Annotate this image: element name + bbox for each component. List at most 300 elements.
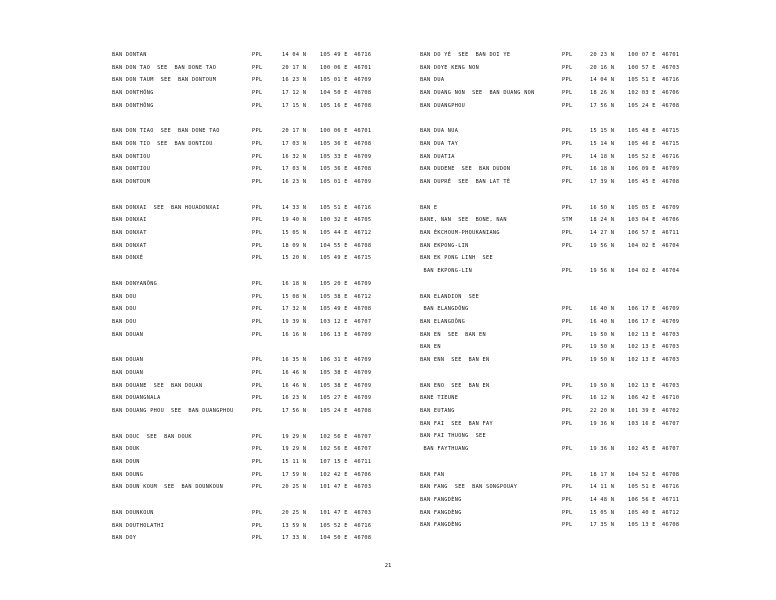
entry-name: BAN DOYE KENG NON (420, 64, 480, 71)
entry-lat: 17 33 N (282, 535, 307, 542)
entry-name: BANE, NAN SEE BONE, NAN (420, 217, 507, 224)
entry-lat: 20 17 N (282, 128, 307, 135)
entry-name: BAN EK PONG LINH SEE (420, 255, 493, 262)
entry-name: BAN DOUANG PHOU SEE BAN DUANGPHOU (112, 408, 234, 415)
entry-cls: PPL (252, 535, 263, 542)
entry-name: BAN ÉKCHOUM-PHOUKANIANG (420, 230, 500, 237)
entry-code: 46716 (662, 153, 680, 160)
entry-lon: 105 20 E (320, 280, 348, 287)
entry-name: BAN DUATIA (420, 153, 455, 160)
entry-code: 46716 (662, 77, 680, 84)
entry-lat: 19 39 N (282, 319, 307, 326)
entry-lat: 17 59 N (282, 471, 307, 478)
entry-cls: PPL (252, 255, 263, 262)
entry-cls: PPL (562, 102, 573, 109)
entry-code: 46703 (662, 357, 680, 364)
entry-code: 46709 (354, 357, 372, 364)
entry-cls: PPL (562, 179, 573, 186)
entry-cls: PPL (252, 395, 263, 402)
entry-lat: 19 40 N (282, 217, 307, 224)
entry-cls: PPL (252, 280, 263, 287)
entry-code: 46707 (662, 446, 680, 453)
entry-lon: 106 56 E (628, 497, 656, 504)
entry-name: BAN DONYANÔNG (112, 280, 158, 287)
entry-cls: PPL (562, 128, 573, 135)
entry-code: 46712 (662, 509, 680, 516)
entry-lon: 102 13 E (628, 344, 656, 351)
entry-name: BAN DONTIOU (112, 166, 151, 173)
entry-name: BAN FANGDÈNG (420, 497, 462, 504)
entry-lat: 19 50 N (590, 344, 615, 351)
entry-lon: 102 03 E (628, 90, 656, 97)
entry-code: 46709 (354, 179, 372, 186)
entry-cls: PPL (252, 90, 263, 97)
entry-lon: 105 52 E (320, 522, 348, 529)
entry-lon: 103 16 E (628, 420, 656, 427)
entry-name: BAN FAN (420, 471, 445, 478)
entry-name: BAN DUDENE SEE BAN DUDON (420, 166, 511, 173)
entry-cls: PPL (252, 408, 263, 415)
entry-lon: 106 31 E (320, 357, 348, 364)
entry-lon: 104 02 E (628, 242, 656, 249)
entry-lon: 105 49 E (320, 306, 348, 313)
entry-lat: 19 56 N (590, 242, 615, 249)
entry-lat: 17 15 N (282, 102, 307, 109)
entry-cls: PPL (562, 522, 573, 529)
entry-code: 46706 (662, 90, 680, 97)
entry-cls: PPL (252, 522, 263, 529)
entry-lon: 105 48 E (628, 128, 656, 135)
entry-cls: PPL (252, 179, 263, 186)
entry-cls: PPL (562, 446, 573, 453)
entry-lon: 105 05 E (628, 204, 656, 211)
entry-lon: 105 40 E (628, 509, 656, 516)
entry-lon: 106 17 E (628, 306, 656, 313)
entry-lat: 15 08 N (282, 293, 307, 300)
entry-lat: 19 36 N (590, 446, 615, 453)
entry-code: 46701 (354, 64, 372, 71)
entry-name: BAN FANG SEE BAN SONGPOUAY (420, 484, 518, 491)
entry-lat: 17 35 N (590, 522, 615, 529)
entry-code: 46708 (354, 535, 372, 542)
entry-lat: 16 23 N (282, 395, 307, 402)
entry-lon: 100 06 E (320, 128, 348, 135)
entry-code: 46707 (354, 446, 372, 453)
entry-lon: 105 46 E (628, 141, 656, 148)
entry-code: 46703 (662, 64, 680, 71)
entry-lat: 14 33 N (282, 204, 307, 211)
entry-cls: PPL (252, 509, 263, 516)
entry-code: 46703 (662, 344, 680, 351)
entry-cls: PPL (252, 471, 263, 478)
entry-name: BAN FANGDÈNG (420, 509, 462, 516)
entry-cls: PPL (252, 52, 263, 58)
entry-code: 46701 (354, 128, 372, 135)
entry-cls: PPL (252, 204, 263, 211)
entry-name: BAN DUPRÉ SEE BAN LAT TÉ (420, 179, 511, 186)
entry-name: BAN DON TAUM SEE BAN DONTOUM (112, 77, 217, 84)
entry-name: BAN DON TAO SEE BAN DONE TAO (112, 64, 217, 71)
entry-lon: 105 01 E (320, 179, 348, 186)
entry-cls: PPL (562, 331, 573, 338)
entry-lon: 102 42 E (320, 471, 348, 478)
entry-lat: 16 12 N (590, 395, 615, 402)
entry-lon: 105 51 E (628, 484, 656, 491)
entry-lat: 17 56 N (590, 102, 615, 109)
entry-lon: 103 04 E (628, 217, 656, 224)
entry-code: 46707 (354, 433, 372, 440)
entry-lon: 100 57 E (628, 64, 656, 71)
entry-name: BAN ENN SEE BAN EN (420, 357, 490, 364)
entry-cls: PPL (252, 357, 263, 364)
entry-code: 46708 (662, 471, 680, 478)
entry-code: 46708 (354, 90, 372, 97)
entry-name: BAN FAI THUONG SEE (420, 433, 486, 440)
entry-lat: 14 04 N (282, 52, 307, 58)
entry-code: 46707 (662, 420, 680, 427)
entry-lon: 100 06 E (320, 64, 348, 71)
entry-name: BAN DOUN KOUM SEE BAN DOUNKOUN (112, 484, 224, 491)
entry-cls: PPL (252, 153, 263, 160)
entry-lon: 101 47 E (320, 509, 348, 516)
entry-name: BAN DO YÉ SEE BAN DOI YE (420, 52, 511, 58)
entry-lat: 20 25 N (282, 484, 307, 491)
entry-code: 46708 (662, 179, 680, 186)
entry-code: 46708 (354, 408, 372, 415)
entry-code: 46709 (354, 331, 372, 338)
entry-code: 46703 (354, 509, 372, 516)
entry-cls: PPL (252, 102, 263, 109)
entry-cls: PPL (562, 64, 573, 71)
entry-cls: PPL (252, 242, 263, 249)
entry-code: 46710 (662, 395, 680, 402)
entry-lat: 16 50 N (590, 204, 615, 211)
entry-name: BANE TIEUNE (420, 395, 459, 402)
entry-cls: PPL (252, 446, 263, 453)
entry-code: 46708 (662, 522, 680, 529)
entry-cls: PPL (252, 141, 263, 148)
entry-lat: 15 05 N (590, 509, 615, 516)
entry-lat: 22 20 N (590, 408, 615, 415)
entry-name: BAN DOUANGNALA (112, 395, 161, 402)
entry-code: 46709 (662, 306, 680, 313)
entry-lat: 17 03 N (282, 166, 307, 173)
entry-code: 46709 (354, 370, 372, 376)
entry-cls: PPL (252, 293, 263, 300)
entry-name: BAN DUA NUA (420, 128, 459, 135)
entry-lon: 105 51 E (320, 204, 348, 211)
entry-name: BAN FAI SEE BAN FAY (420, 420, 493, 427)
entry-cls: PPL (252, 382, 263, 389)
entry-lat: 19 50 N (590, 382, 615, 389)
entry-name: BAN DONXAI (112, 217, 147, 224)
entry-code: 46704 (662, 242, 680, 249)
entry-lon: 105 27 E (320, 395, 348, 402)
entry-lat: 19 29 N (282, 433, 307, 440)
entry-code: 46709 (354, 153, 372, 160)
entry-name: BAN DOU (112, 306, 137, 313)
entry-code: 46711 (662, 230, 680, 237)
entry-lat: 17 03 N (282, 141, 307, 148)
entry-lon: 106 42 E (628, 395, 656, 402)
entry-name: BAN DONTHÔNG (112, 102, 154, 109)
entry-lon: 105 16 E (320, 102, 348, 109)
entry-lon: 104 02 E (628, 268, 656, 275)
entry-cls: PPL (562, 319, 573, 326)
entry-lat: 15 15 N (590, 128, 615, 135)
entry-code: 46702 (662, 408, 680, 415)
entry-code: 46708 (662, 102, 680, 109)
entry-name: BAN DONXAT (112, 242, 147, 249)
entry-code: 46709 (354, 382, 372, 389)
entry-lon: 102 56 E (320, 446, 348, 453)
entry-lat: 19 50 N (590, 357, 615, 364)
entry-cls: PPL (562, 484, 573, 491)
entry-code: 46716 (354, 204, 372, 211)
entry-lon: 101 47 E (320, 484, 348, 491)
entry-lat: 17 56 N (282, 408, 307, 415)
entry-cls: PPL (562, 166, 573, 173)
entry-lat: 16 18 N (590, 166, 615, 173)
entry-lon: 105 24 E (320, 408, 348, 415)
entry-name: BAN DONTAN (112, 52, 147, 58)
entry-name: BAN DOY (112, 535, 137, 542)
entry-lon: 101 39 E (628, 408, 656, 415)
entry-code: 46712 (354, 293, 372, 300)
entry-cls: PPL (562, 408, 573, 415)
entry-lon: 105 33 E (320, 153, 348, 160)
entry-lon: 105 49 E (320, 255, 348, 262)
entry-name: BAN DON TIO SEE BAN DONTIOU (112, 141, 213, 148)
entry-name: BAN DUANGPHOU (420, 102, 466, 109)
entry-name: BAN DOUC SEE BAN DOUK (112, 433, 192, 440)
entry-lon: 104 50 E (320, 535, 348, 542)
entry-name: BAN FAYTHUANG (420, 446, 469, 453)
entry-lat: 16 18 N (282, 280, 307, 287)
entry-cls: PPL (562, 141, 573, 148)
entry-cls: PPL (252, 64, 263, 71)
entry-code: 46712 (354, 230, 372, 237)
entry-lon: 105 38 E (320, 382, 348, 389)
entry-lat: 18 24 N (590, 217, 615, 224)
entry-code: 46716 (354, 522, 372, 529)
entry-code: 46707 (354, 319, 372, 326)
entry-name: BAN ENO SEE BAN EN (420, 382, 490, 389)
entry-lon: 105 38 E (320, 370, 348, 376)
entry-code: 46708 (354, 141, 372, 148)
entry-name: BAN EN (420, 344, 441, 351)
entry-lat: 16 16 N (282, 331, 307, 338)
entry-code: 46708 (354, 166, 372, 173)
entry-lon: 104 50 E (320, 90, 348, 97)
entry-code: 46715 (662, 128, 680, 135)
entry-cls: PPL (252, 370, 263, 376)
entry-lon: 100 32 E (320, 217, 348, 224)
entry-code: 46704 (662, 268, 680, 275)
entry-name: BAN ELANGDÔNG (420, 306, 469, 313)
entry-code: 46708 (354, 102, 372, 109)
entry-lon: 105 36 E (320, 166, 348, 173)
entry-name: BAN DUA (420, 77, 445, 84)
entry-cls: STM (562, 217, 573, 224)
entry-cls: PPL (252, 230, 263, 237)
entry-code: 46703 (662, 382, 680, 389)
entry-name: BAN E (420, 204, 438, 211)
entry-lat: 20 17 N (282, 64, 307, 71)
entry-cls: PPL (562, 77, 573, 84)
entry-lat: 16 23 N (282, 179, 307, 186)
entry-lon: 104 55 E (320, 242, 348, 249)
entry-lat: 19 29 N (282, 446, 307, 453)
entry-name: BAN DOUN (112, 459, 140, 466)
entry-lat: 16 46 N (282, 370, 307, 376)
entry-lat: 17 32 N (282, 306, 307, 313)
entry-name: BAN DOUK (112, 446, 140, 453)
entry-lon: 105 01 E (320, 77, 348, 84)
entry-lat: 16 40 N (590, 319, 615, 326)
entry-lon: 103 12 E (320, 319, 348, 326)
entry-cls: PPL (252, 433, 263, 440)
entry-name: BAN DUA TAY (420, 141, 459, 148)
entry-lon: 105 13 E (628, 522, 656, 529)
entry-cls: PPL (562, 306, 573, 313)
entry-name: BAN DOUNG (112, 471, 144, 478)
entry-lat: 16 35 N (282, 357, 307, 364)
entry-cls: PPL (562, 497, 573, 504)
entry-name: BAN DOU (112, 293, 137, 300)
entry-lat: 16 40 N (590, 306, 615, 313)
entry-name: BAN EN SEE BAN EN (420, 331, 486, 338)
entry-code: 46701 (662, 52, 680, 58)
entry-code: 46709 (354, 280, 372, 287)
entry-code: 46709 (662, 204, 680, 211)
entry-cls: PPL (562, 509, 573, 516)
entry-name: BAN DONXÉ (112, 255, 144, 262)
entry-cls: PPL (252, 331, 263, 338)
entry-lat: 15 05 N (282, 230, 307, 237)
entry-cls: PPL (562, 242, 573, 249)
entry-lat: 14 04 N (590, 77, 615, 84)
entry-cls: PPL (562, 90, 573, 97)
entry-lon: 105 36 E (320, 141, 348, 148)
entry-cls: PPL (562, 153, 573, 160)
entry-name: BAN DONTOUM (112, 179, 151, 186)
entry-lon: 102 13 E (628, 382, 656, 389)
entry-cls: PPL (562, 471, 573, 478)
entry-lat: 14 27 N (590, 230, 615, 237)
entry-cls: PPL (562, 395, 573, 402)
entry-cls: PPL (562, 52, 573, 58)
entry-cls: PPL (562, 344, 573, 351)
entry-cls: PPL (252, 166, 263, 173)
entry-lon: 106 57 E (628, 230, 656, 237)
entry-cls: PPL (562, 230, 573, 237)
entry-lat: 13 59 N (282, 522, 307, 529)
entry-code: 46703 (354, 484, 372, 491)
entry-cls: PPL (252, 319, 263, 326)
entry-code: 46716 (354, 52, 372, 58)
entry-code: 46711 (354, 459, 372, 466)
entry-cls: PPL (252, 306, 263, 313)
entry-lat: 19 36 N (590, 420, 615, 427)
entry-lon: 105 38 E (320, 293, 348, 300)
entry-cls: PPL (562, 357, 573, 364)
entry-code: 46706 (662, 217, 680, 224)
entry-name: BAN DON TIAO SEE BAN DONE TAO (112, 128, 220, 135)
entry-lat: 14 18 N (590, 153, 615, 160)
entry-name: BAN DOUAN (112, 331, 144, 338)
entry-cls: PPL (252, 459, 263, 466)
entry-cls: PPL (252, 217, 263, 224)
entry-code: 46709 (354, 77, 372, 84)
entry-lon: 100 07 E (628, 52, 656, 58)
entry-lat: 16 32 N (282, 153, 307, 160)
entry-lat: 19 50 N (590, 331, 615, 338)
entry-lat: 16 46 N (282, 382, 307, 389)
entry-cls: PPL (252, 77, 263, 84)
entry-name: BAN DONTIOU (112, 153, 151, 160)
entry-lat: 15 14 N (590, 141, 615, 148)
entry-lat: 15 20 N (282, 255, 307, 262)
entry-lon: 102 56 E (320, 433, 348, 440)
entry-code: 46703 (662, 331, 680, 338)
entry-lat: 17 12 N (282, 90, 307, 97)
entry-cls: PPL (562, 382, 573, 389)
entry-cls: PPL (562, 268, 573, 275)
entry-code: 46709 (662, 319, 680, 326)
entry-lat: 20 23 N (590, 52, 615, 58)
entry-cls: PPL (252, 484, 263, 491)
entry-name: BAN FANGDÈNG (420, 522, 462, 529)
entry-lon: 102 45 E (628, 446, 656, 453)
entry-name: BAN DONXAI SEE BAN HOUADONXAI (112, 204, 220, 211)
entry-lon: 105 24 E (628, 102, 656, 109)
entry-name: BAN EUTANG (420, 408, 455, 415)
entry-name: BAN ELANDION SEE (420, 293, 480, 300)
entry-name: BAN DONTHÔNG (112, 90, 154, 97)
entry-name: BAN DOUAN (112, 370, 144, 376)
entry-lat: 18 09 N (282, 242, 307, 249)
entry-name: BAN DUANG NON SEE BAN DUANG NON (420, 90, 535, 97)
entry-code: 46706 (354, 471, 372, 478)
entry-name: BAN EKPONG-LIN (420, 268, 473, 275)
entry-code: 46708 (354, 306, 372, 313)
entry-name: BAN DOUTHOLATHI (112, 522, 165, 529)
entry-lon: 105 44 E (320, 230, 348, 237)
entry-code: 46715 (354, 255, 372, 262)
entry-name: BAN DOUNKOUN (112, 509, 154, 516)
entry-name: BAN ELANGDÔNG (420, 319, 466, 326)
entry-lon: 107 15 E (320, 459, 348, 466)
entry-name: BAN EKPONG-LIN (420, 242, 469, 249)
entry-code: 46715 (662, 141, 680, 148)
entry-name: BAN DOU (112, 319, 137, 326)
entry-cls: PPL (562, 204, 573, 211)
entry-lat: 18 17 N (590, 471, 615, 478)
entry-lon: 105 52 E (628, 153, 656, 160)
entry-code: 46709 (354, 395, 372, 402)
entry-lat: 17 39 N (590, 179, 615, 186)
entry-lon: 105 51 E (628, 77, 656, 84)
entry-code: 46711 (662, 497, 680, 504)
entry-lat: 16 23 N (282, 77, 307, 84)
entry-code: 46708 (354, 242, 372, 249)
entry-name: BAN DOUAN (112, 357, 144, 364)
entry-lon: 106 13 E (320, 331, 348, 338)
entry-code: 46705 (354, 217, 372, 224)
entry-name: BAN DOUANE SEE BAN DOUAN (112, 382, 203, 389)
entry-lat: 15 11 N (282, 459, 307, 466)
